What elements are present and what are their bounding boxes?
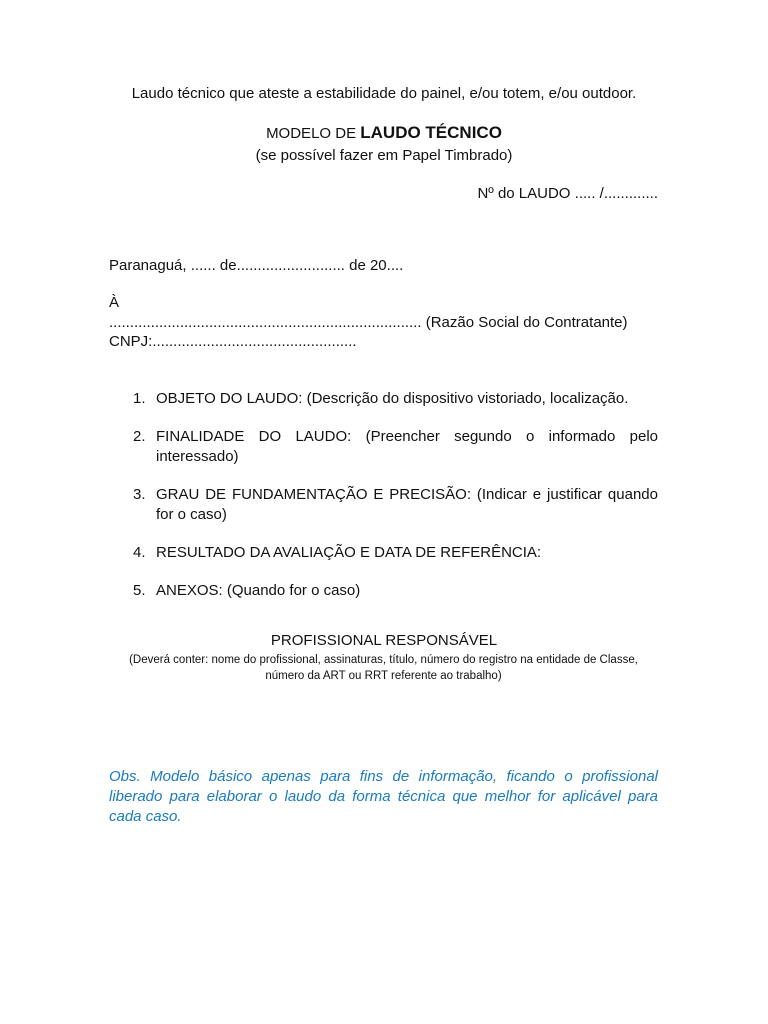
list-item — [109, 485, 658, 525]
observation-note: Obs. Modelo básico apenas para fins de informação, ficando o profissional liberado para elaborar o laudo da forma técnica que melhor for aplicável para cada caso. — [109, 768, 658, 825]
professional-title: PROFISSIONAL RESPONSÁVEL — [270, 632, 498, 649]
list-item-text: GRAU DE FUNDAMENTAÇÃO E PRECISÃO: (Indicar e justificar quando for o caso) — [156, 486, 658, 523]
list-item-number: 4. — [133, 544, 146, 561]
list-item — [109, 581, 658, 601]
list-item-text: FINALIDADE DO LAUDO: (Preencher segundo o informado pelo interessado) — [156, 428, 658, 465]
professional-description: (Deverá conter: nome do profissional, assinaturas, título, número do registro na entidade de Classe, número da ART ou RRT referente ao trabalho) — [129, 654, 638, 682]
date-line: Paranaguá, ...... de.......................... de 20.... — [109, 257, 404, 274]
list-item-number: 5. — [133, 582, 146, 599]
laudo-number: Nº do LAUDO ..... /............. — [477, 185, 658, 202]
list-item-number: 1. — [133, 390, 146, 407]
intro-text: Laudo técnico que ateste a estabilidade do painel, e/ou totem, e/ou outdoor. — [131, 85, 637, 102]
list-item-number: 3. — [133, 486, 146, 503]
list-item-text: ANEXOS: (Quando for o caso) — [156, 582, 361, 599]
razao-social-line: ........................................................................... (Razão Social do Contratante) — [109, 314, 628, 331]
recipient-line: À — [109, 294, 120, 311]
list-item-text: RESULTADO DA AVALIAÇÃO E DATA DE REFERÊNCIA: — [156, 544, 542, 561]
document-title — [0, 123, 768, 143]
list-item-text: OBJETO DO LAUDO: (Descrição do dispositivo vistoriado, localização. — [156, 390, 629, 407]
list-item-number: 2. — [133, 428, 146, 445]
document-subtitle: (se possível fazer em Papel Timbrado) — [255, 147, 513, 164]
laudo-sections-list — [109, 389, 658, 601]
title-bold: LAUDO TÉCNICO — [360, 123, 502, 142]
cnpj-line: CNPJ:................................................. — [109, 333, 357, 350]
list-item — [109, 427, 658, 467]
title-prefix: MODELO DE — [266, 125, 361, 142]
list-item — [109, 543, 658, 563]
list-item — [109, 389, 658, 409]
